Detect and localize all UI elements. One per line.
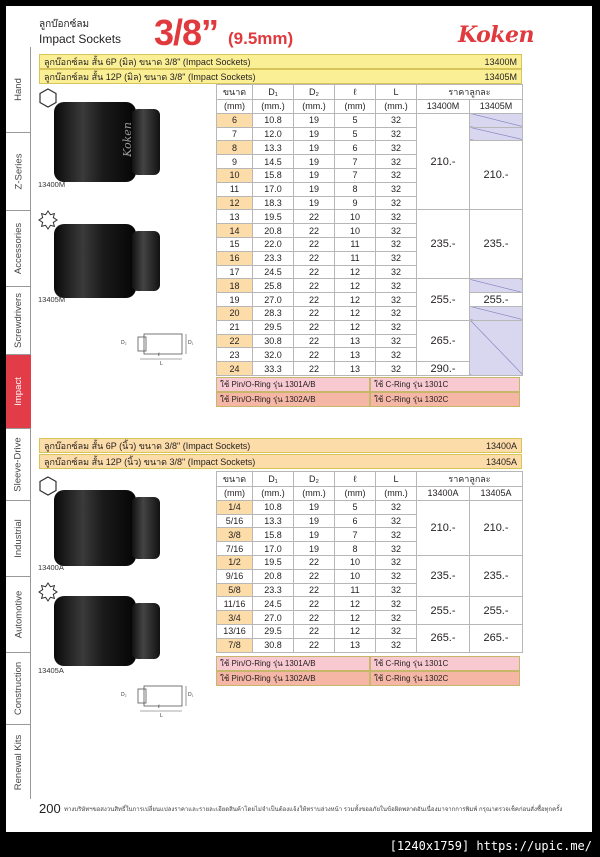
cell-l-small: 5 (335, 113, 376, 127)
cell-l: 32 (376, 237, 417, 251)
cell-l: 32 (376, 293, 417, 307)
col-d1-inch: D₁ (253, 472, 294, 487)
table-row (217, 113, 523, 127)
cell-size: 11 (217, 182, 253, 196)
cell-l-small: 10 (335, 224, 376, 238)
cell-d1: 17.0 (253, 182, 294, 196)
cell-size: 24 (217, 362, 253, 376)
cell-d1: 25.8 (253, 279, 294, 293)
cell-d2: 19 (294, 155, 335, 169)
metric-pin-row-1 (216, 377, 520, 392)
inch-6p-title: ลูกบ๊อกซ์ลม สั้น 6P (นิ้ว) ขนาด 3/8" (Impact Sockets) 13400A (39, 438, 522, 453)
cell-l-small: 13 (335, 638, 376, 652)
tab-construction[interactable]: Construction (6, 653, 31, 725)
cell-d2: 22 (294, 334, 335, 348)
table-row (217, 141, 523, 155)
table-row (217, 624, 523, 638)
socket-13400a-drive-end (132, 497, 160, 559)
metric-ring-1: ใช้ C-Ring รุ่น 1301C (370, 377, 520, 392)
col-size-inch: ขนาด (217, 472, 253, 487)
unit-d1: (mm.) (253, 100, 294, 114)
cell-l: 32 (376, 348, 417, 362)
col-price: ราคาลูกละ (417, 85, 523, 100)
col-l-small-inch: ℓ (335, 472, 376, 487)
cell-d2: 19 (294, 514, 335, 528)
cell-d1: 27.0 (253, 611, 294, 625)
cell-l: 32 (376, 127, 417, 141)
cell-l: 32 (376, 141, 417, 155)
page-number: 200 (39, 801, 61, 816)
cell-size: 19 (217, 293, 253, 307)
cell-d2: 22 (294, 624, 335, 638)
cell-l: 32 (376, 155, 417, 169)
cell-l-small: 12 (335, 279, 376, 293)
cell-l: 32 (376, 555, 417, 569)
cell-size: 13/16 (217, 624, 253, 638)
table-row (217, 597, 523, 611)
cell-d1: 14.5 (253, 155, 294, 169)
cell-l-small: 9 (335, 196, 376, 210)
inch-12p-title: ลูกบ๊อกซ์ลม สั้น 12P (นิ้ว) ขนาด 3/8" (Impact Sockets) 13405A (39, 454, 522, 469)
cell-d2: 22 (294, 638, 335, 652)
cell-l-small: 5 (335, 500, 376, 514)
cell-l-small: 6 (335, 141, 376, 155)
dim-label-d2-inch: D₂ (121, 692, 127, 698)
cell-l-small: 11 (335, 583, 376, 597)
cell-l: 32 (376, 583, 417, 597)
cell-d1: 19.5 (253, 555, 294, 569)
cell-size: 6 (217, 113, 253, 127)
cell-size: 21 (217, 320, 253, 334)
cell-l-small: 13 (335, 348, 376, 362)
table-row (217, 210, 523, 224)
cell-size: 16 (217, 251, 253, 265)
cell-size: 7/16 (217, 542, 253, 556)
catalog-page (6, 6, 592, 832)
cell-d1: 15.8 (253, 168, 294, 182)
cell-d1: 28.3 (253, 306, 294, 320)
cell-d2: 22 (294, 597, 335, 611)
dimension-diagram-inch (130, 678, 200, 718)
price-cell: 210.- (417, 500, 470, 555)
cell-d2: 22 (294, 583, 335, 597)
cell-d2: 22 (294, 265, 335, 279)
cell-l: 32 (376, 611, 417, 625)
tab-renewal-kits[interactable]: Renewal Kits (13, 734, 25, 790)
cell-size: 10 (217, 168, 253, 182)
metric-pin-row-2 (216, 392, 520, 407)
cell-d1: 30.8 (253, 334, 294, 348)
table-row (217, 293, 523, 307)
cell-size: 3/4 (217, 611, 253, 625)
col-d1: D₁ (253, 85, 294, 100)
cell-size: 1/4 (217, 500, 253, 514)
side-tabs (6, 47, 31, 799)
cell-d1: 19.5 (253, 210, 294, 224)
table-row (217, 500, 523, 514)
cell-size: 7 (217, 127, 253, 141)
cell-l-small: 12 (335, 306, 376, 320)
cell-size: 9 (217, 155, 253, 169)
not-available-cell (470, 320, 523, 375)
cell-l: 32 (376, 306, 417, 320)
cell-d2: 22 (294, 569, 335, 583)
cell-l: 32 (376, 210, 417, 224)
cell-l-small: 11 (335, 237, 376, 251)
price-col-13400a: 13400A (417, 487, 470, 501)
cell-d2: 19 (294, 196, 335, 210)
table-row (217, 555, 523, 569)
cell-d2: 22 (294, 306, 335, 320)
unit-l: (mm.) (376, 100, 417, 114)
cell-l: 32 (376, 265, 417, 279)
price-cell: 265.- (417, 624, 470, 652)
price-cell: 210.- (470, 141, 523, 210)
cell-d2: 19 (294, 168, 335, 182)
cell-l-small: 10 (335, 210, 376, 224)
cell-l: 32 (376, 320, 417, 334)
cell-l: 32 (376, 182, 417, 196)
cell-l-small: 6 (335, 514, 376, 528)
cell-d1: 12.0 (253, 127, 294, 141)
price-cell: 235.- (417, 555, 470, 596)
dim-label-d1: D₁ (188, 340, 194, 346)
cell-d2: 22 (294, 237, 335, 251)
cell-l: 32 (376, 224, 417, 238)
footer-disclaimer: ทางบริษัทฯขอสงวนสิทธิ์ในการเปลี่ยนแปลงราคาและรายละเอียดสินค้าโดยไม่จำเป็นต้องแจ้งให้ทราบล่วงหน้า รวมทั้งขออภัยในข้อผิดพลาดอันเนื่องมาจากการพิมพ์ กรุณาตรวจเช็คก่อนสั่งซื้อทุกครั้ง (64, 807, 563, 813)
dim-label-l-small: ℓ (158, 352, 160, 358)
cell-d1: 30.8 (253, 638, 294, 652)
cell-d2: 19 (294, 113, 335, 127)
col-l-inch: L (376, 472, 417, 487)
cell-size: 20 (217, 306, 253, 320)
cell-l: 32 (376, 569, 417, 583)
price-cell: 255.- (470, 293, 523, 307)
table-row (217, 306, 523, 320)
not-available-cell (470, 113, 523, 127)
cell-d2: 22 (294, 210, 335, 224)
metric-pin-1: ใช้ Pin/O-Ring รุ่น 1301A/B (216, 377, 370, 392)
inch-spec-table (216, 471, 523, 653)
price-cell: 235.- (470, 555, 523, 596)
cell-l: 32 (376, 196, 417, 210)
cell-size: 12 (217, 196, 253, 210)
cell-size: 11/16 (217, 597, 253, 611)
cell-size: 14 (217, 224, 253, 238)
cell-size: 5/16 (217, 514, 253, 528)
price-cell: 235.- (470, 210, 523, 279)
col-l: L (376, 85, 417, 100)
cell-l-small: 12 (335, 293, 376, 307)
cell-d2: 22 (294, 348, 335, 362)
header-size-mm: (9.5mm) (228, 29, 294, 48)
cell-size: 5/8 (217, 583, 253, 597)
code-13405a: 13405A (38, 666, 64, 675)
cell-d2: 22 (294, 362, 335, 376)
cell-d1: 10.8 (253, 113, 294, 127)
inch-pin-row-1 (216, 656, 520, 671)
cell-size: 23 (217, 348, 253, 362)
cell-size: 17 (217, 265, 253, 279)
metric-pin-2: ใช้ Pin/O-Ring รุ่น 1302A/B (216, 392, 370, 407)
cell-d1: 13.3 (253, 141, 294, 155)
price-cell: 210.- (417, 113, 470, 210)
cell-d2: 19 (294, 542, 335, 556)
price-col-13405m: 13405M (470, 100, 523, 114)
unit-size-inch: (mm) (217, 487, 253, 501)
not-available-cell (470, 306, 523, 320)
cell-l-small: 13 (335, 362, 376, 376)
price-cell: 290.- (417, 362, 470, 376)
unit-l-inch: (mm.) (376, 487, 417, 501)
header-size: 3/8” (154, 12, 219, 53)
cell-d1: 23.3 (253, 251, 294, 265)
col-price-inch: ราคาลูกละ (417, 472, 523, 487)
cell-d2: 22 (294, 293, 335, 307)
cell-l: 32 (376, 168, 417, 182)
cell-d1: 23.3 (253, 583, 294, 597)
dim-label-d1-inch: D₁ (188, 692, 194, 698)
cell-d1: 13.3 (253, 514, 294, 528)
cell-size: 13 (217, 210, 253, 224)
cell-l: 32 (376, 624, 417, 638)
dim-label-l-inch: L (160, 713, 163, 719)
cell-d1: 24.5 (253, 597, 294, 611)
not-available-cell (470, 279, 523, 293)
code-13400m: 13400M (38, 180, 66, 189)
cell-size: 22 (217, 334, 253, 348)
table-row (217, 127, 523, 141)
cell-l: 32 (376, 542, 417, 556)
cell-d1: 27.0 (253, 293, 294, 307)
cell-d1: 17.0 (253, 542, 294, 556)
tab-industrial[interactable]: Industrial (6, 501, 31, 577)
dim-label-l: L (160, 361, 163, 367)
cell-d1: 32.0 (253, 348, 294, 362)
cell-d2: 19 (294, 528, 335, 542)
cell-d2: 22 (294, 279, 335, 293)
metric-12p-title: ลูกบ๊อกซ์ลม สั้น 12P (มิล) ขนาด 3/8" (Impact Sockets) 13405M (39, 69, 522, 84)
not-available-cell (470, 127, 523, 141)
cell-l: 32 (376, 113, 417, 127)
unit-d1-inch: (mm.) (253, 487, 294, 501)
tab-z-series[interactable]: Z-Series (6, 133, 31, 211)
cell-l-small: 12 (335, 320, 376, 334)
cell-l: 32 (376, 500, 417, 514)
header-title: Impact Sockets (39, 32, 122, 46)
cell-l-small: 12 (335, 265, 376, 279)
cell-l-small: 12 (335, 611, 376, 625)
cell-l-small: 7 (335, 155, 376, 169)
cell-size: 9/16 (217, 569, 253, 583)
socket-13405a-image (54, 596, 136, 666)
cell-l: 32 (376, 362, 417, 376)
cell-l-small: 13 (335, 334, 376, 348)
cell-d1: 20.8 (253, 224, 294, 238)
cell-l: 32 (376, 597, 417, 611)
cell-size: 18 (217, 279, 253, 293)
code-13400a: 13400A (38, 563, 64, 572)
cell-l-small: 10 (335, 555, 376, 569)
socket-13405a-drive-end (132, 603, 160, 659)
cell-size: 7/8 (217, 638, 253, 652)
metric-spec-table (216, 84, 523, 376)
code-13405m: 13405M (38, 295, 66, 304)
tab-accessories[interactable]: Accessories (6, 211, 31, 287)
price-cell: 255.- (417, 279, 470, 320)
col-d2: D₂ (294, 85, 335, 100)
table-row (217, 320, 523, 334)
socket-13405m-drive-end (132, 231, 160, 291)
metric-ring-2: ใช้ C-Ring รุ่น 1302C (370, 392, 520, 407)
cell-d2: 19 (294, 127, 335, 141)
col-l-small: ℓ (335, 85, 376, 100)
cell-size: 8 (217, 141, 253, 155)
cell-d1: 20.8 (253, 569, 294, 583)
cell-l-small: 10 (335, 569, 376, 583)
tab-sleeve-drive[interactable]: Sleeve-Drive (6, 429, 31, 501)
cell-size: 1/2 (217, 555, 253, 569)
dim-label-l-small-inch: ℓ (158, 704, 160, 710)
cell-size: 15 (217, 237, 253, 251)
cell-d1: 29.5 (253, 320, 294, 334)
cell-l: 32 (376, 251, 417, 265)
unit-d2-inch: (mm.) (294, 487, 335, 501)
cell-l: 32 (376, 528, 417, 542)
header-thai-title: ลูกบ๊อกซ์ลม (39, 19, 90, 30)
cell-d2: 19 (294, 182, 335, 196)
socket-brand-mark: Koken (120, 122, 134, 157)
inch-ring-1: ใช้ C-Ring รุ่น 1301C (370, 656, 520, 671)
cell-l: 32 (376, 334, 417, 348)
cell-d1: 24.5 (253, 265, 294, 279)
unit-size: (mm) (217, 100, 253, 114)
cell-d2: 22 (294, 251, 335, 265)
koken-logo: Koken (458, 22, 535, 48)
tab-screwdrivers[interactable]: Screwdrivers (6, 287, 31, 355)
cell-l-small: 11 (335, 251, 376, 265)
price-cell: 255.- (417, 597, 470, 625)
cell-d1: 22.0 (253, 237, 294, 251)
cell-d1: 29.5 (253, 624, 294, 638)
cell-l: 32 (376, 638, 417, 652)
table-row (217, 279, 523, 293)
cell-d2: 22 (294, 611, 335, 625)
cell-l-small: 12 (335, 597, 376, 611)
cell-l-small: 7 (335, 528, 376, 542)
col-size: ขนาด (217, 85, 253, 100)
tab-hand[interactable]: Hand (6, 47, 31, 133)
socket-13400m-drive-end (132, 109, 160, 175)
cell-d2: 19 (294, 500, 335, 514)
cell-l-small: 8 (335, 542, 376, 556)
tab-impact[interactable]: Impact (6, 355, 31, 429)
cell-l-small: 7 (335, 168, 376, 182)
price-cell: 265.- (470, 624, 523, 652)
price-col-13400m: 13400M (417, 100, 470, 114)
cell-d2: 22 (294, 224, 335, 238)
cell-d2: 19 (294, 141, 335, 155)
unit-l-small: (mm) (335, 100, 376, 114)
socket-13405m-image (54, 224, 136, 298)
price-col-13405a: 13405A (470, 487, 523, 501)
cell-d1: 33.3 (253, 362, 294, 376)
price-cell: 235.- (417, 210, 470, 279)
cell-d2: 22 (294, 555, 335, 569)
tab-automotive[interactable]: Automotive (6, 577, 31, 653)
unit-l-small-inch: (mm) (335, 487, 376, 501)
inch-pin-row-2 (216, 671, 520, 686)
cell-l: 32 (376, 279, 417, 293)
price-cell: 265.- (417, 320, 470, 361)
unit-d2: (mm.) (294, 100, 335, 114)
price-cell: 255.- (470, 597, 523, 625)
price-cell: 210.- (470, 500, 523, 555)
col-d2-inch: D₂ (294, 472, 335, 487)
cell-size: 3/8 (217, 528, 253, 542)
cell-l: 32 (376, 514, 417, 528)
socket-13400a-image (54, 490, 136, 566)
dimension-diagram (130, 326, 200, 366)
dim-label-d2: D₂ (121, 340, 127, 346)
cell-d1: 18.3 (253, 196, 294, 210)
inch-pin-1: ใช้ Pin/O-Ring รุ่น 1301A/B (216, 656, 370, 671)
cell-l-small: 5 (335, 127, 376, 141)
cell-l-small: 8 (335, 182, 376, 196)
watermark: [1240x1759] https://upic.me/ (389, 839, 592, 853)
cell-d1: 10.8 (253, 500, 294, 514)
inch-pin-2: ใช้ Pin/O-Ring รุ่น 1302A/B (216, 671, 370, 686)
cell-l-small: 12 (335, 624, 376, 638)
cell-d2: 22 (294, 320, 335, 334)
cell-d1: 15.8 (253, 528, 294, 542)
metric-6p-title: ลูกบ๊อกซ์ลม สั้น 6P (มิล) ขนาด 3/8" (Impact Sockets) 13400M (39, 54, 522, 69)
inch-ring-2: ใช้ C-Ring รุ่น 1302C (370, 671, 520, 686)
